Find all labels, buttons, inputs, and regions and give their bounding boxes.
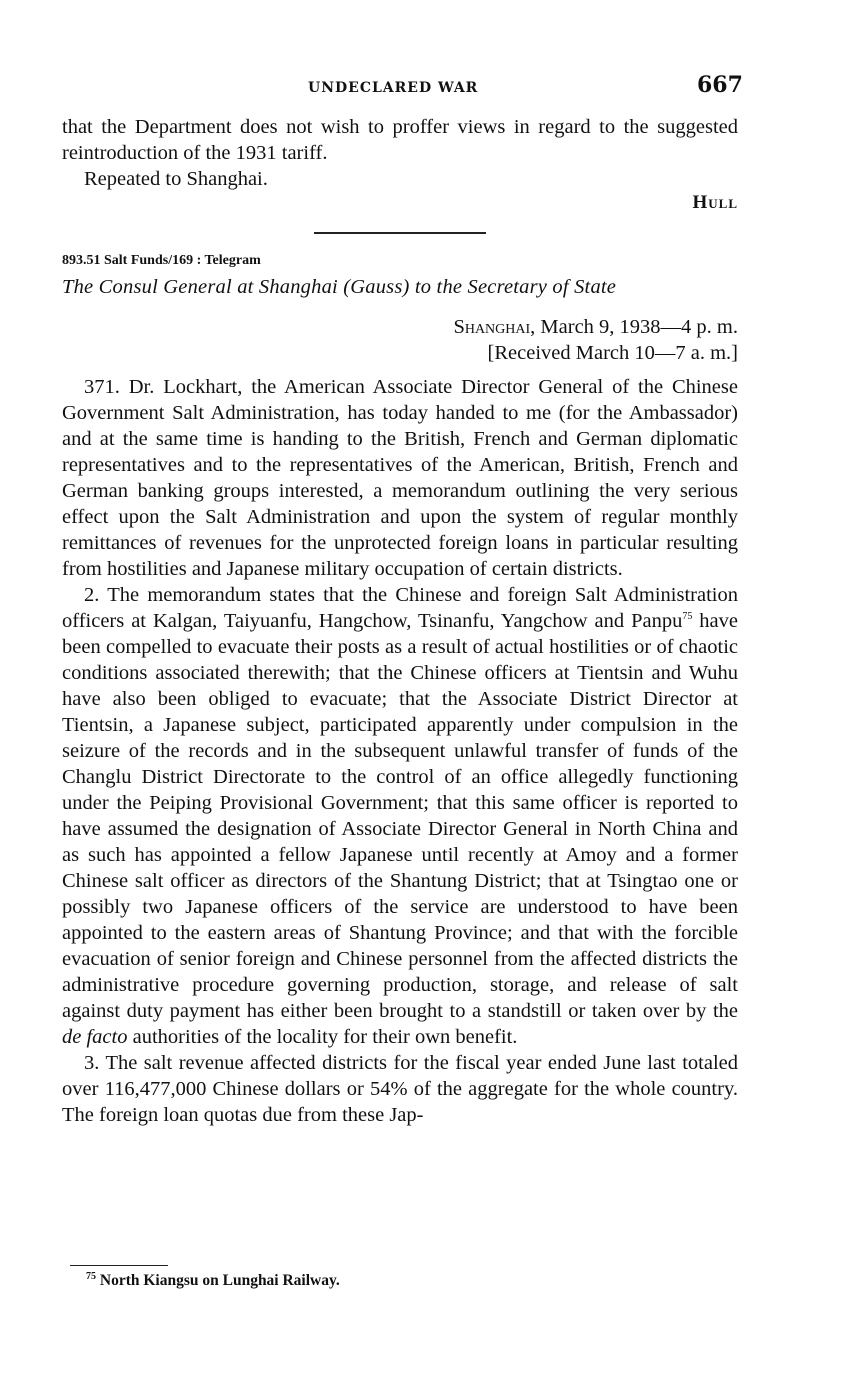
italic-term: de facto xyxy=(62,1026,128,1048)
section-divider xyxy=(314,232,486,234)
paragraph-2 xyxy=(62,582,738,1050)
file-reference: 893.51 Salt Funds/169 : Telegram xyxy=(62,253,261,268)
repeated-note: Repeated to Shanghai. xyxy=(84,168,268,190)
signature: Hull xyxy=(692,192,738,213)
paragraph-2-part-c: authorities of the locality for their own benefit. xyxy=(127,1026,518,1048)
received-line: [Received March 10—7 a. m.] xyxy=(487,342,738,364)
page-body xyxy=(62,114,738,1128)
paragraph-3: 3. The salt revenue affected districts for the fiscal year ended June last totaled over 116,477,000 Chinese dollars or 54% of the aggregate for the whole country. The foreign loan quotas due from these Jap- xyxy=(62,1052,738,1126)
footnote-ref: 75 xyxy=(682,611,693,623)
paragraph-2-part-a: 2. The memorandum states that the Chinese and foreign Salt Administration officers at Kalgan, Taiyuanfu, Hangchow, Tsinanfu, Yangchow and Panpu xyxy=(62,584,738,632)
paragraph-2-part-b: have been compelled to evacuate their posts as a result of actual hostilities or of chaotic conditions associated therewith; that the Chinese officers at Tientsin and Wuhu have also been obliged to evacuate; that the Associate District Director at Tientsin, a Japanese subject, participated apparently under compulsion in the seizure of the records and in the subsequent unlawful transfer of funds of the Changlu District Directorate to the control of an office allegedly functioning under the Peiping Provisional Government; that this same officer is reported to have assumed the designation of Associate Director General in North China and as such has appointed a fellow Japanese until recently at Amoy and a former Chinese salt officer as directors of the Shantung District; that at Tsingtao one or possibly two Japanese officers of the service are understood to have been appointed to the eastern areas of Shantung Province; and that with the forcible evacuation of senior foreign and Chinese personnel from the affected districts the administrative procedure governing production, storage, and release of salt against duty payment has either been brought to a standstill or taken over by the xyxy=(62,610,738,1022)
date-text: , March 9, 1938—4 p. m. xyxy=(530,316,738,338)
place-name: Shanghai xyxy=(453,316,531,338)
running-title: UNDECLARED WAR xyxy=(308,80,479,96)
paragraph-1: 371. Dr. Lockhart, the American Associate Director General of the Chinese Government Salt Administration, has today handed to me (for the Ambassador) and at the same time is handing to the British, French and German diplomatic representatives and to the representatives of the American, British, French and German banking groups interested, a memorandum outlining the very serious effect upon the Salt Administration and upon the system of regular monthly remittances of revenues for the unprotected foreign loans in particular resulting from hostilities and Japanese military occupation of certain districts. xyxy=(62,376,738,580)
footnote-divider xyxy=(70,1265,168,1266)
footnote-text: North Kiangsu on Lunghai Railway. xyxy=(99,1272,340,1289)
date-line xyxy=(62,314,738,340)
footnote-marker: 75 xyxy=(86,1270,96,1282)
dateline xyxy=(62,314,738,366)
page-number: 667 xyxy=(697,72,743,98)
footnote xyxy=(86,1272,340,1290)
document-heading: The Consul General at Shanghai (Gauss) to the Secretary of State xyxy=(62,276,617,298)
continuation-paragraph: that the Department does not wish to proffer views in regard to the suggested reintroduction of the 1931 tariff. xyxy=(62,116,738,164)
